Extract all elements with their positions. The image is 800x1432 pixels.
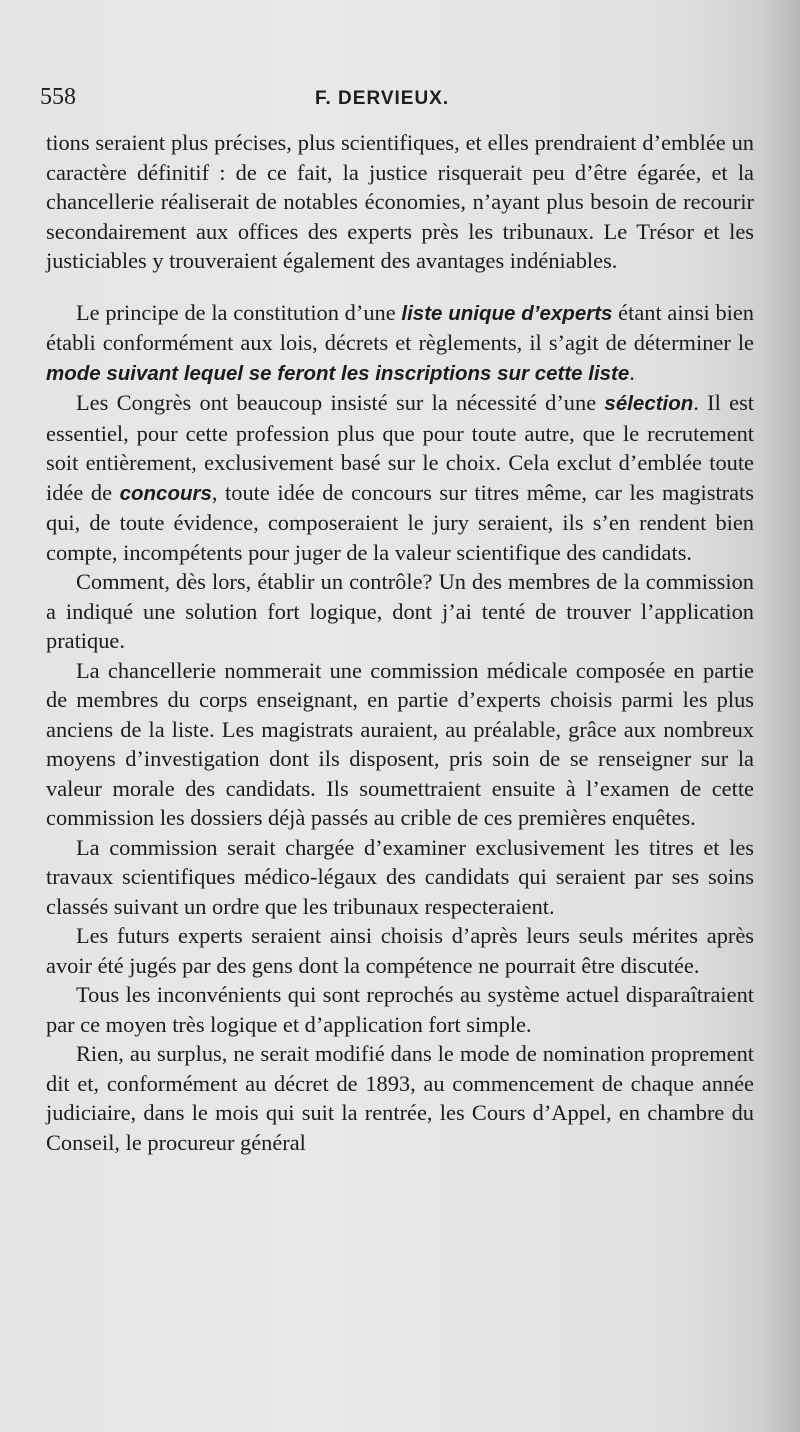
emphasis-liste-unique: liste unique d’experts <box>401 301 613 325</box>
page-header <box>40 84 760 116</box>
paragraph-3-part-a: Les Congrès ont beaucoup insisté sur la nécessité d’une <box>76 390 605 415</box>
paragraph-2 <box>46 298 754 389</box>
paragraph-3-part-b: . Il est essentiel, pour cette profession plus que pour toute autre, que le recrutement soit entièrement, exclusivement basé sur le choix. Cela exclut d’emblée toute idée de <box>46 390 755 505</box>
emphasis-mode-suivant: mode suivant lequel se feront les inscriptions sur cette liste <box>46 361 630 385</box>
paragraph-6: La commission serait chargée d’examiner exclusivement les titres et les travaux scientifiques médico-légaux des candidats qui seraient par ses soins classés suivant un ordre que les tribunaux respecteraient. <box>46 834 754 919</box>
paragraph-2-part-b: étant ainsi bien établi conformément aux lois, décrets et règlements, il s’agit de déterminer le <box>46 299 754 355</box>
body-text <box>46 128 754 1157</box>
emphasis-concours: concours <box>119 481 212 505</box>
paragraph-1: tions seraient plus précises, plus scientifiques, et elles prendraient d’emblée un caractère définitif : de ce fait, la justice risquerait peu d’être égarée, et la chancellerie réaliserait de notables économies, n’ayant plus besoin de recourir secondairement aux offices des experts près les tribunaux. Le Trésor et les justiciables y trouveraient également des avantages indéniables. <box>46 130 754 273</box>
paragraph-2-part-c: . <box>629 359 635 385</box>
page-number: 558 <box>40 84 76 110</box>
paragraph-8: Tous les inconvénients qui sont reprochés au système actuel disparaîtraient par ce moyen très logique et d’application fort simple. <box>46 982 754 1037</box>
paragraph-3-part-c: , toute idée de concours sur titres même, car les magistrats qui, de toute évidence, composeraient le jury seraient, ils s’en rendent bien compte, incompétents pour juger de la valeur scientifique des candidats. <box>46 479 754 565</box>
paragraph-4: Comment, dès lors, établir un contrôle? Un des membres de la commission a indiqué une solution fort logique, dont j’ai tenté de trouver l’application pratique. <box>46 569 754 653</box>
running-head: F. DERVIEUX. <box>315 88 450 109</box>
paragraph-3 <box>46 388 754 567</box>
paragraph-5: La chancellerie nommerait une commission médicale composée en partie de membres du corps enseignant, en partie d’experts choisis parmi les plus anciens de la liste. Les magistrats auraient, au préalable, grâce aux nombreux moyens d’investigation dont ils disposent, pris soin de se renseigner sur la valeur morale des candidats. Ils soumettraient ensuite à l’examen de cette commission les dossiers déjà passés au crible de ces premières enquêtes. <box>46 657 754 830</box>
paragraph-9: Rien, au surplus, ne serait modifié dans le mode de nomination proprement dit et, conformément au décret de 1893, au commencement de chaque année judiciaire, dans le mois qui suit la rentrée, les Cours d’Appel, en chambre du Conseil, le procureur général <box>46 1041 754 1155</box>
paragraph-7: Les futurs experts seraient ainsi choisis d’après leurs seuls mérites après avoir été jugés par des gens dont la compétence ne pourrait être discutée. <box>46 923 754 978</box>
paragraph-2-part-a: Le principe de la constitution d’une <box>76 299 402 325</box>
emphasis-selection: sélection <box>604 392 694 415</box>
